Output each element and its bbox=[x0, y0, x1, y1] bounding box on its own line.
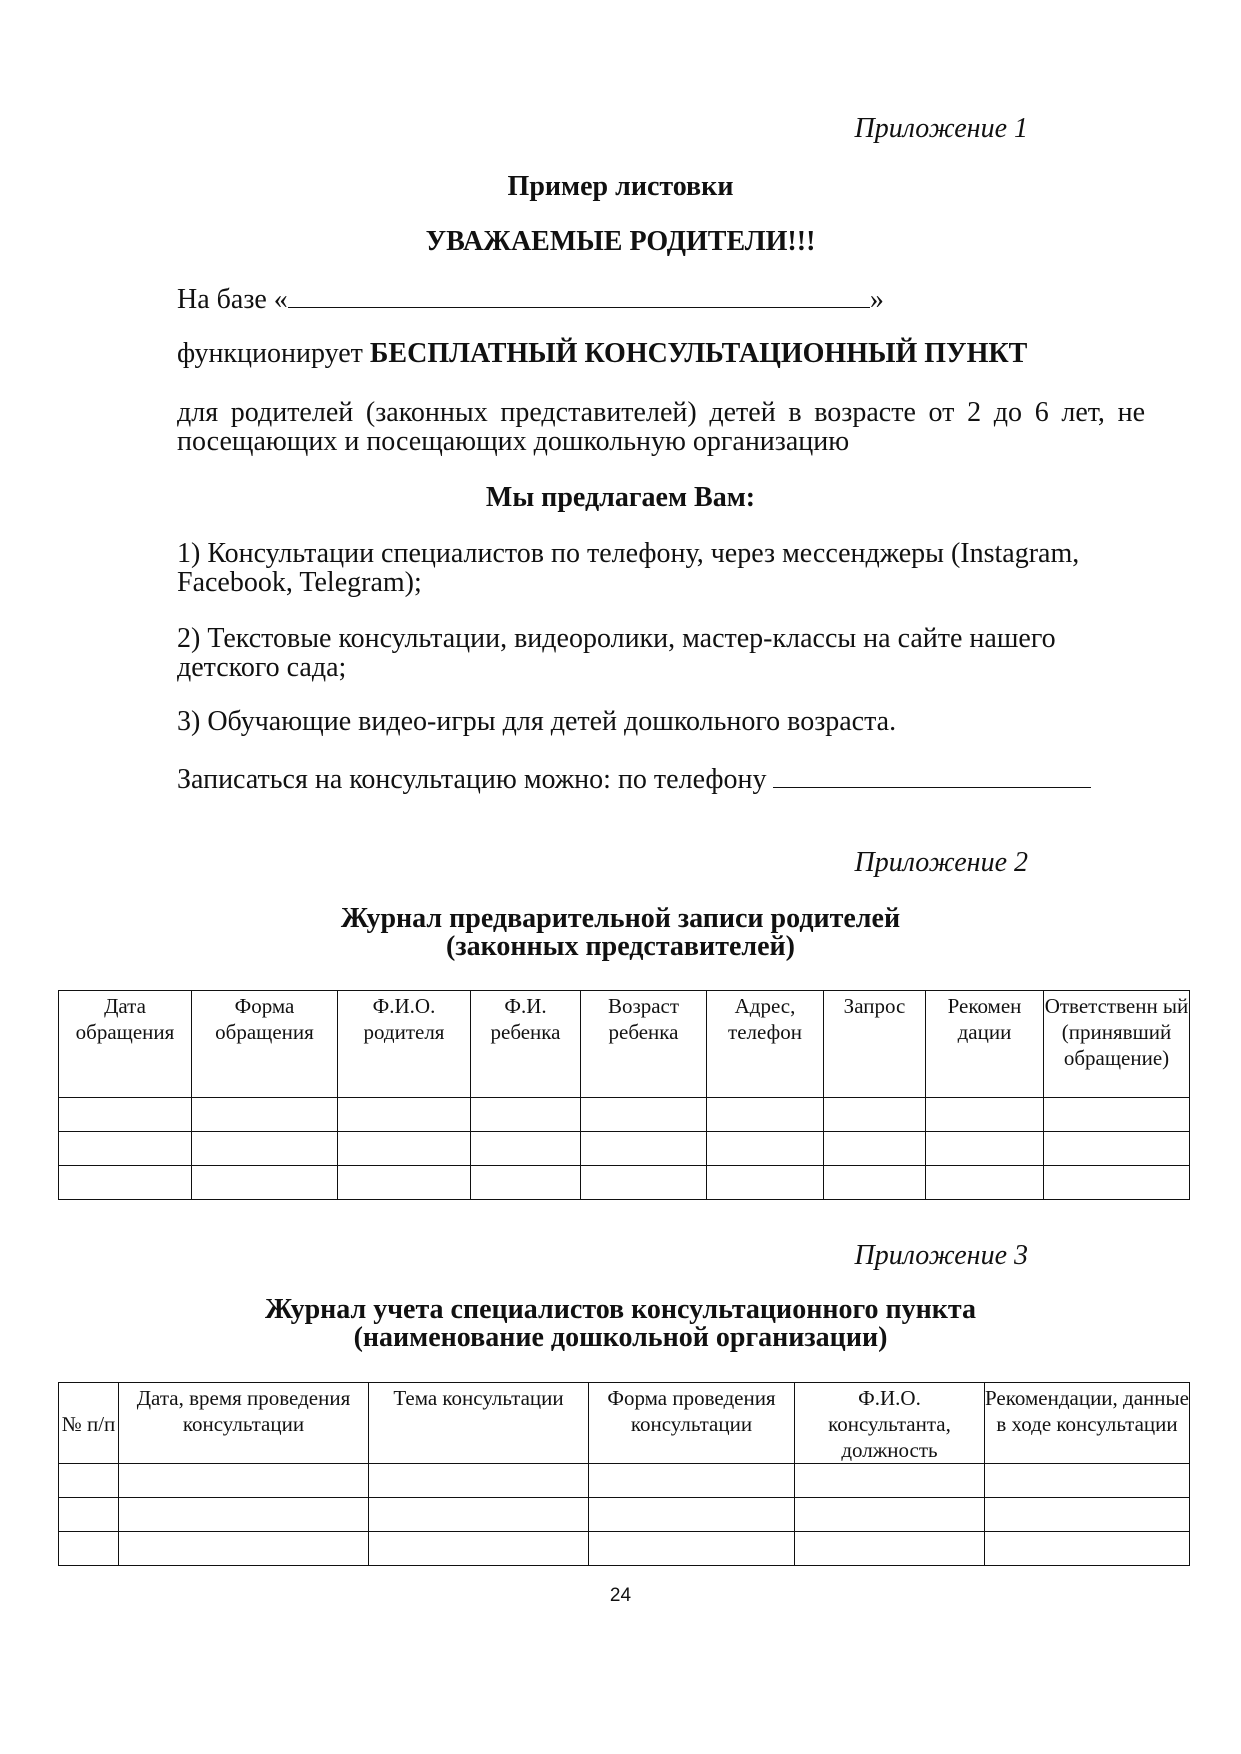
table-row bbox=[59, 1498, 1190, 1532]
table-cell bbox=[795, 1464, 985, 1498]
column-header: Рекомен дации bbox=[926, 991, 1044, 1098]
table-cell bbox=[824, 1098, 926, 1132]
journal-1-title-line1: Журнал предварительной записи родителей bbox=[340, 903, 901, 934]
table-cell bbox=[369, 1498, 589, 1532]
specialists-journal-table bbox=[58, 1382, 1190, 1566]
table-row bbox=[59, 1166, 1190, 1200]
journal-2-title-line2: (наименование дошкольной организации) bbox=[353, 1322, 888, 1353]
column-header: Рекомендации, данные в ходе консультации bbox=[985, 1383, 1190, 1464]
table-cell bbox=[338, 1098, 471, 1132]
table-row bbox=[59, 1532, 1190, 1566]
table-cell bbox=[192, 1098, 338, 1132]
table-cell bbox=[707, 1098, 824, 1132]
table-header-row bbox=[59, 991, 1190, 1098]
leaflet-heading: Пример листовки bbox=[507, 171, 734, 202]
table-row bbox=[59, 1098, 1190, 1132]
table-cell bbox=[985, 1498, 1190, 1532]
phone-blank bbox=[773, 763, 1091, 788]
table-cell bbox=[824, 1166, 926, 1200]
appendix-3-label: Приложение 3 bbox=[854, 1240, 1028, 1271]
column-header: Ф.И.О. консультанта, должность bbox=[795, 1383, 985, 1464]
column-header: Возраст ребенка bbox=[581, 991, 707, 1098]
offer-item: 1) Консультации специалистов по телефону, через мессенджеры (Instagram, Facebook, Telegram); bbox=[177, 538, 1080, 598]
table-cell bbox=[795, 1498, 985, 1532]
journal-1-title bbox=[0, 905, 1241, 961]
table-cell bbox=[119, 1498, 369, 1532]
appendix-1-label: Приложение 1 bbox=[854, 113, 1028, 144]
column-header: Адрес, телефон bbox=[707, 991, 824, 1098]
table-cell bbox=[338, 1132, 471, 1166]
table-cell bbox=[581, 1166, 707, 1200]
table-cell bbox=[589, 1532, 795, 1566]
signup-text: Записаться на консультацию можно: по телефону bbox=[177, 764, 774, 795]
table-header-row bbox=[59, 1383, 1190, 1464]
functions-line bbox=[177, 339, 1145, 368]
column-header: Дата, время проведения консультации bbox=[119, 1383, 369, 1464]
functions-prefix: функционирует bbox=[177, 338, 370, 369]
column-header: Дата обращения bbox=[59, 991, 192, 1098]
table-cell bbox=[1044, 1098, 1190, 1132]
table-cell bbox=[581, 1132, 707, 1166]
table-cell bbox=[119, 1464, 369, 1498]
functions-bold: БЕСПЛАТНЫЙ КОНСУЛЬТАЦИОННЫЙ ПУНКТ bbox=[369, 338, 1028, 369]
preregistration-journal-table bbox=[58, 990, 1190, 1200]
table-cell bbox=[926, 1098, 1044, 1132]
table-row bbox=[59, 1132, 1190, 1166]
table-cell bbox=[589, 1464, 795, 1498]
table-cell bbox=[471, 1166, 581, 1200]
table-cell bbox=[926, 1166, 1044, 1200]
table-cell bbox=[1044, 1132, 1190, 1166]
table-cell bbox=[59, 1166, 192, 1200]
table-cell bbox=[59, 1532, 119, 1566]
page-number: 24 bbox=[609, 1585, 632, 1606]
leaflet-subheading: УВАЖАЕМЫЕ РОДИТЕЛИ!!! bbox=[425, 226, 816, 257]
offer-item: 2) Текстовые консультации, видеоролики, мастер-классы на сайте нашего детского сада; bbox=[177, 623, 1056, 683]
column-header: Ф.И.О. родителя bbox=[338, 991, 471, 1098]
table-cell bbox=[59, 1132, 192, 1166]
table-cell bbox=[589, 1498, 795, 1532]
table-cell bbox=[369, 1532, 589, 1566]
table-cell bbox=[471, 1132, 581, 1166]
table-cell bbox=[985, 1464, 1190, 1498]
appendix-2-label: Приложение 2 bbox=[854, 847, 1028, 878]
base-prefix: На базе « bbox=[177, 284, 288, 315]
column-header: Форма обращения bbox=[192, 991, 338, 1098]
table-cell bbox=[824, 1132, 926, 1166]
column-header: Тема консультации bbox=[369, 1383, 589, 1464]
table-cell bbox=[369, 1464, 589, 1498]
table-cell bbox=[985, 1532, 1190, 1566]
column-header: Ответственн ый (принявший обращение) bbox=[1044, 991, 1190, 1098]
table-cell bbox=[707, 1166, 824, 1200]
table-cell bbox=[338, 1166, 471, 1200]
base-name-blank bbox=[288, 283, 870, 308]
table-cell bbox=[119, 1532, 369, 1566]
table-cell bbox=[581, 1098, 707, 1132]
table-cell bbox=[471, 1098, 581, 1132]
table-cell bbox=[707, 1132, 824, 1166]
table-cell bbox=[59, 1098, 192, 1132]
table-cell bbox=[59, 1464, 119, 1498]
table-cell bbox=[1044, 1166, 1190, 1200]
base-suffix: » bbox=[869, 284, 884, 315]
table-cell bbox=[926, 1132, 1044, 1166]
table-row bbox=[59, 1464, 1190, 1498]
column-header: Ф.И. ребенка bbox=[471, 991, 581, 1098]
audience-text: для родителей (законных представителей) детей в возрасте от 2 до 6 лет, не посещающих и посещающих дошкольную организацию bbox=[177, 397, 1145, 457]
table-cell bbox=[192, 1132, 338, 1166]
table-cell bbox=[59, 1498, 119, 1532]
journal-2-title-line1: Журнал учета специалистов консультационного пункта bbox=[265, 1294, 976, 1325]
offer-item: 3) Обучающие видео-игры для детей дошкольного возраста. bbox=[177, 706, 897, 737]
column-header: Форма проведения консультации bbox=[589, 1383, 795, 1464]
signup-line bbox=[177, 763, 1145, 794]
column-header: Запрос bbox=[824, 991, 926, 1098]
base-line bbox=[177, 283, 1145, 314]
column-header: № п/п bbox=[59, 1383, 119, 1464]
offer-heading: Мы предлагаем Вам: bbox=[485, 482, 756, 513]
table-cell bbox=[795, 1532, 985, 1566]
journal-1-title-line2: (законных представителей) bbox=[446, 931, 795, 962]
table-cell bbox=[192, 1166, 338, 1200]
journal-2-title bbox=[0, 1296, 1241, 1352]
